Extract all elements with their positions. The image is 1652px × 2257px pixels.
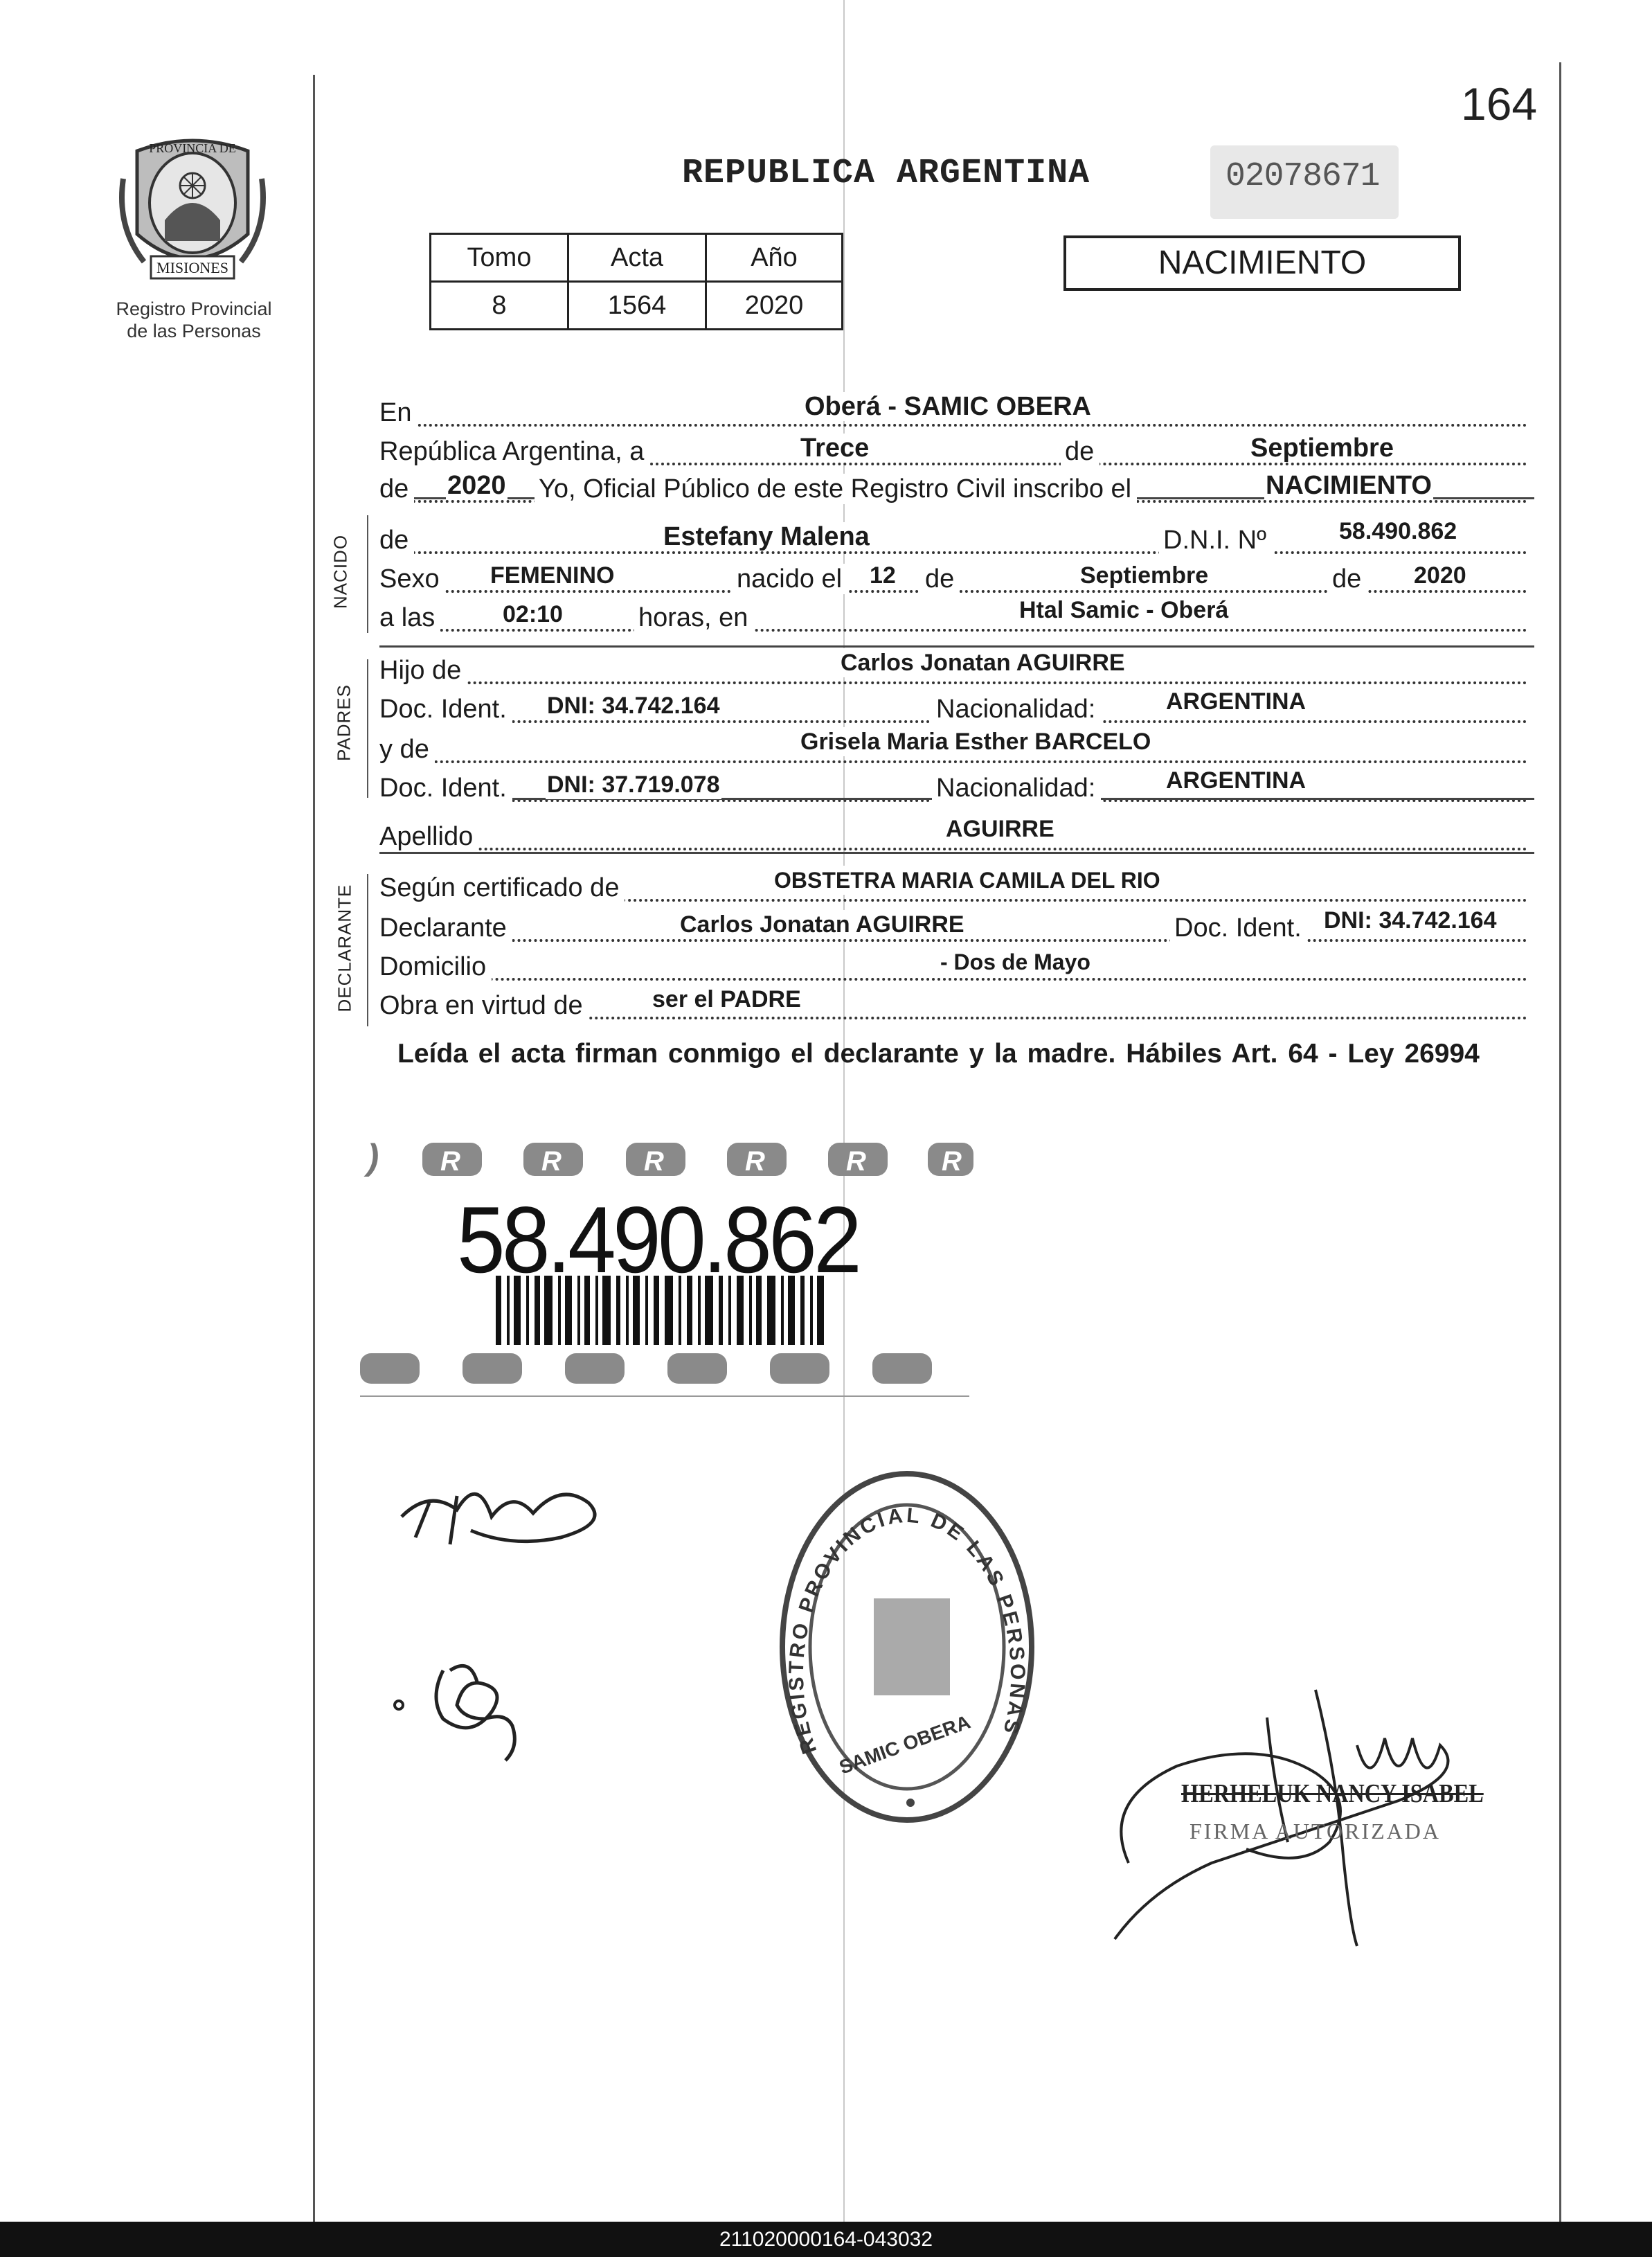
value-day: Trece: [800, 434, 870, 463]
label-republica: República Argentina, a: [379, 436, 649, 467]
registry-table-value-row: [431, 282, 843, 330]
svg-text:R: R: [541, 1146, 562, 1177]
line-obra: [379, 986, 1527, 1021]
line-republica: [379, 436, 1527, 467]
value-month: Septiembre: [1250, 434, 1394, 463]
pattern-r-top: [422, 1143, 973, 1176]
line-y-de: [379, 729, 1527, 765]
value-father-nationality: ARGENTINA: [1166, 688, 1307, 715]
line-segun: [379, 868, 1527, 903]
logo-caption: [76, 298, 312, 342]
label-mother-doc: Doc. Ident.: [379, 773, 512, 803]
document-type-box: NACIMIENTO: [1063, 235, 1461, 291]
label-segun: Según certificado de: [379, 873, 625, 903]
line-domicilio: [379, 949, 1527, 982]
label-hijo-de: Hijo de: [379, 655, 467, 686]
value-child-dni: 58.490.862: [1339, 518, 1457, 544]
serial-number: 02078671: [1225, 158, 1380, 195]
section-label-nacido: NACIDO: [330, 534, 351, 609]
declarant-signature: [388, 1461, 616, 1562]
section-label-padres: PADRES: [333, 684, 354, 761]
label-declarante: Declarante: [379, 913, 512, 943]
divider-nacido: [379, 645, 1534, 648]
value-mother-name: Grisela Maria Esther BARCELO: [800, 729, 1151, 755]
line-year: [379, 471, 1527, 504]
label-de-name: de: [379, 525, 414, 555]
value-father-doc: DNI: 34.742.164: [547, 693, 720, 719]
value-mother-doc: DNI: 37.719.078: [547, 771, 720, 798]
label-en: En: [379, 398, 417, 428]
declarante-bracket: [367, 874, 368, 1026]
value-obra: ser el PADRE: [652, 986, 801, 1012]
value-certificate: OBSTETRA MARIA CAMILA DEL RIO: [773, 866, 1162, 895]
registry-value-acta: 1564: [568, 282, 706, 330]
seal-center-text: SAMIC OBERA: [836, 1711, 973, 1778]
value-birth-year: 2020: [1414, 562, 1466, 589]
mother-signature: [388, 1643, 540, 1771]
value-domicilio: - Dos de Mayo: [939, 947, 1092, 976]
pattern-r-bottom: [360, 1353, 932, 1384]
registry-header-ano: Año: [706, 234, 843, 282]
line-declarante: [379, 907, 1527, 943]
footer-code: 211020000164-043032: [0, 2222, 1652, 2257]
value-father-name: Carlos Jonatan AGUIRRE: [841, 650, 1125, 676]
section-label-declarante: DECLARANTE: [334, 884, 355, 1012]
label-de-month: de: [1061, 436, 1099, 467]
label-dni: D.N.I. Nº: [1159, 525, 1272, 555]
value-birth-place: Htal Samic - Oberá: [1019, 597, 1229, 623]
divider-apellido: [379, 852, 1534, 854]
line-hijo-de: [379, 650, 1527, 686]
label-mother-nationality: Nacionalidad:: [932, 773, 1101, 803]
line-nacido-name: [379, 518, 1527, 555]
nacido-bracket: [367, 515, 368, 633]
label-oficial: Yo, Oficial Público de este Registro Civil inscribo el: [535, 474, 1137, 504]
line-hora: [379, 597, 1527, 633]
pattern-letter: R: [440, 1146, 460, 1177]
value-birth-month: Septiembre: [1080, 562, 1209, 589]
svg-text:): ): [367, 1137, 379, 1177]
label-father-nationality: Nacionalidad:: [932, 694, 1101, 724]
value-declarante: Carlos Jonatan AGUIRRE: [680, 911, 964, 938]
logo-text-bottom: MISIONES: [156, 259, 228, 276]
value-child-name: Estefany Malena: [663, 522, 870, 551]
svg-text:R: R: [644, 1146, 664, 1177]
label-declarante-doc: Doc. Ident.: [1170, 913, 1307, 943]
value-declarante-doc: DNI: 34.742.164: [1324, 907, 1497, 934]
label-y-de: y de: [379, 734, 435, 765]
label-obra: Obra en virtud de: [379, 990, 589, 1021]
value-year: 2020: [447, 471, 506, 500]
padres-bracket: [367, 659, 368, 798]
svg-text:R: R: [846, 1146, 866, 1177]
misiones-coat-of-arms-logo: [116, 137, 269, 296]
registry-header-tomo: Tomo: [431, 234, 568, 282]
registry-header-acta: Acta: [568, 234, 706, 282]
value-apellido: AGUIRRE: [946, 816, 1054, 842]
line-sexo: [379, 564, 1527, 594]
registry-table-header-row: [431, 234, 843, 282]
logo-caption-line1: Registro Provincial: [116, 298, 272, 319]
registry-table: [429, 233, 843, 330]
logo-caption-line2: de las Personas: [127, 321, 261, 341]
svg-text:R: R: [942, 1146, 962, 1177]
country-title: REPUBLICA ARGENTINA: [682, 154, 1090, 193]
value-hour: 02:10: [503, 601, 563, 627]
page-number: 164: [1461, 78, 1538, 130]
center-fold-line: [843, 0, 845, 2222]
svg-text:R: R: [745, 1146, 765, 1177]
registry-value-ano: 2020: [706, 282, 843, 330]
label-father-doc: Doc. Ident.: [379, 694, 512, 724]
seal-ring-text: REGISTRO PROVINCIAL DE LAS PERSONAS: [784, 1504, 1030, 1757]
label-de-year: de: [379, 474, 414, 504]
label-sexo: Sexo: [379, 564, 445, 594]
label-horas-en: horas, en: [634, 603, 753, 633]
right-margin-line: [1559, 62, 1561, 2222]
line-apellido: [379, 816, 1527, 852]
closing-statement: Leída el acta firman conmigo el declarante y la madre. Hábiles Art. 64 - Ley 26994: [397, 1039, 1480, 1069]
value-en: Oberá - SAMIC OBERA: [805, 392, 1091, 421]
line-father-doc: [379, 688, 1527, 724]
value-birth-day: 12: [870, 562, 896, 589]
label-de-birth-year: de: [1328, 564, 1367, 594]
sticker-dni-number: 58.490.862: [457, 1187, 859, 1292]
label-a-las: a las: [379, 603, 440, 633]
logo-text-top: PROVINCIA DE: [149, 141, 236, 155]
label-de-birth-month: de: [921, 564, 960, 594]
official-seal: [769, 1460, 1066, 1834]
signer-caption: FIRMA AUTORIZADA: [1189, 1819, 1441, 1844]
value-mother-nationality: ARGENTINA: [1166, 767, 1307, 794]
signer-name: HERHELUK NANCY ISABEL: [1181, 1779, 1484, 1808]
registry-value-tomo: 8: [431, 282, 568, 330]
label-apellido: Apellido: [379, 821, 478, 852]
value-inscribo: NACIMIENTO: [1266, 471, 1432, 500]
left-margin-line: [313, 75, 315, 2222]
label-nacido-el: nacido el: [733, 564, 847, 594]
line-en: [379, 392, 1527, 428]
value-sexo: FEMENINO: [490, 562, 615, 589]
label-domicilio: Domicilio: [379, 952, 492, 982]
